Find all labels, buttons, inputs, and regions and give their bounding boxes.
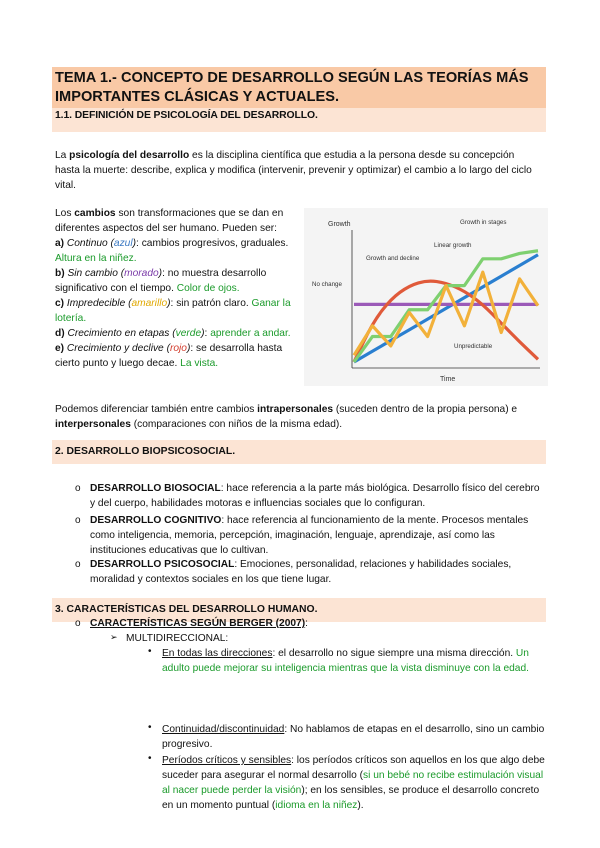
item-text: : se desarrolla hasta cierto punto y luego decae. <box>55 343 283 369</box>
item-head: Períodos críticos y sensibles <box>162 755 292 766</box>
item-name: Sin cambio <box>67 268 118 279</box>
intra-inter-paragraph <box>55 402 545 432</box>
item-letter: e) <box>55 343 65 354</box>
color-word: azul <box>113 238 133 249</box>
item-label: DESARROLLO COGNITIVO <box>90 515 222 526</box>
item-label: DESARROLLO BIOSOCIAL <box>90 483 221 494</box>
definition-paragraph <box>55 148 541 193</box>
page-title: TEMA 1.- CONCEPTO DE DESARROLLO SEGÚN LAS TEORÍAS MÁS IMPORTANTES CLÁSICAS Y ACTUALES. <box>55 70 529 105</box>
bold-term: psicología del desarrollo <box>69 150 190 161</box>
item-head: Continuidad/discontinuidad <box>162 724 285 735</box>
bullet-marker: o <box>75 483 81 494</box>
critical-periods-item <box>162 753 546 813</box>
item-name: Crecimiento en etapas <box>67 328 170 339</box>
text-run: (suceden dentro de la propia persona) e <box>333 404 518 415</box>
bullet-marker: o <box>75 559 81 570</box>
change-item-b: b) Sin cambio (morado): no muestra desarrollo significativo con el tiempo. Color de ojos. <box>55 268 267 294</box>
item-text: : el desarrollo no sigue siempre una misma dirección. <box>272 648 516 659</box>
change-item-a: a) Continuo (azul): cambios progresivos, graduales. Altura en la niñez. <box>55 238 289 264</box>
chart-background <box>304 208 548 386</box>
bold-term: cambios <box>74 208 116 219</box>
item-letter: a) <box>55 238 65 249</box>
item-example: La vista. <box>180 358 219 369</box>
berger-label: CARACTERÍSTICAS SEGÚN BERGER (2007) <box>90 618 306 629</box>
item-name: Continuo <box>66 238 108 249</box>
bullet-marker: o <box>75 618 81 629</box>
text-run: Los <box>55 208 75 219</box>
color-word: amarillo <box>131 298 168 309</box>
color-word: rojo <box>169 343 187 354</box>
annotation-no-change: No change <box>312 281 342 288</box>
bold-term: intrapersonales <box>257 404 334 415</box>
item-example: si un bebé no recibe estimulación visual al nacer puede perder la visión <box>162 770 544 796</box>
item-example: idioma en la niñez <box>275 800 358 811</box>
item-example: Ganar la lotería. <box>55 298 291 324</box>
color-word: verde <box>175 328 202 339</box>
section-3-title: 3. CARACTERÍSTICAS DEL DESARROLLO HUMANO. <box>55 604 318 615</box>
section-2-title: 2. DESARROLLO BIOPSICOSOCIAL. <box>55 446 236 457</box>
cognitive-item <box>90 513 546 558</box>
bullet-dot-icon: • <box>148 646 152 657</box>
text-run: : <box>305 618 308 629</box>
item-text: : hace referencia a la parte más biológica. Desarrollo físico del cerebro y del cuerpo, habilidades motoras e influencias sociales que lo configuran. <box>90 483 540 509</box>
arrow-icon: ➢ <box>110 632 118 642</box>
item-text: : No hablamos de etapas en el desarrollo, sino un cambio progresivo. <box>162 724 545 750</box>
text-run: Podemos diferenciar también entre cambios <box>55 404 258 415</box>
item-text: : Emociones, personalidad, relaciones y habilidades sociales, moralidad y contextos sociales en los que tiene lugar. <box>90 559 512 585</box>
item-name: Impredecible <box>66 298 126 309</box>
item-name: Crecimiento y declive <box>66 343 164 354</box>
change-item-e: e) Crecimiento y declive (rojo): se desarrolla hasta cierto punto y luego decae. La vista. <box>55 343 283 369</box>
text-run: es la disciplina científica que estudia a la persona desde su concepción hasta la muerte: describe, explica y modifica (intervenir, prevenir y optimizar) el cambio a lo largo del ciclo vital. <box>55 150 532 191</box>
x-axis-label: Time <box>440 376 456 383</box>
item-text: : cambios progresivos, graduales. <box>136 238 289 249</box>
item-example: aprender a andar. <box>210 328 291 339</box>
item-example: Color de ojos. <box>176 283 240 294</box>
berger-heading <box>90 616 546 631</box>
color-word: morado <box>124 268 159 279</box>
growth-chart <box>304 208 548 386</box>
item-text: : hace referencia al funcionamiento de la mente. Procesos mentales como inteligencia, memoria, percepción, imaginación, lenguaje, aprendizaje, así como las instituciones educativas que lo cultivan. <box>90 515 529 556</box>
bullet-marker: o <box>75 515 81 526</box>
item-head: En todas las direcciones <box>162 648 273 659</box>
change-item-d: d) Crecimiento en etapas (verde): aprender a andar. <box>55 328 291 339</box>
text-run: son transformaciones que se dan en diferentes aspectos del ser humano. Pueden ser: <box>55 208 284 234</box>
item-text: : no muestra desarrollo significativo con el tiempo. <box>55 268 267 294</box>
annotation-unpredictable: Unpredictable <box>454 343 493 350</box>
bullet-dot-icon: • <box>148 753 152 764</box>
change-item-c: c) Impredecible (amarillo): sin patrón claro. Ganar la lotería. <box>55 298 291 324</box>
item-letter: b) <box>55 268 65 279</box>
item-label: DESARROLLO PSICOSOCIAL <box>90 559 235 570</box>
section-1-1-title: 1.1. DEFINICIÓN DE PSICOLOGÍA DEL DESARROLLO. <box>55 110 318 121</box>
direction-item <box>162 646 546 676</box>
annotation-growth-and-decline: Growth and decline <box>366 255 420 262</box>
text-run: (comparaciones con niños de la misma edad). <box>130 419 343 430</box>
annotation-growth-in-stages: Growth in stages <box>460 219 507 226</box>
item-example: Altura en la niñez. <box>55 253 137 264</box>
item-letter: d) <box>55 328 65 339</box>
biosocial-item <box>90 481 546 511</box>
item-text: ); en los sensibles, se produce el desarrollo concreto en un momento puntual ( <box>162 785 540 811</box>
item-text: : <box>204 328 211 339</box>
continuity-item <box>162 722 546 752</box>
text-run: La <box>55 150 70 161</box>
multidirectional-heading: MULTIDIRECCIONAL: <box>126 633 229 644</box>
bold-term: interpersonales <box>55 419 131 430</box>
y-axis-label: Growth <box>328 221 351 228</box>
psychosocial-item <box>90 557 546 587</box>
item-text: : sin patrón claro. <box>170 298 252 309</box>
item-text: ). <box>357 800 364 811</box>
annotation-linear-growth: Linear growth <box>434 242 472 249</box>
bullet-dot-icon: • <box>148 722 152 733</box>
changes-paragraph <box>55 206 299 371</box>
item-letter: c) <box>55 298 65 309</box>
item-text: : los períodos críticos son aquellos en los que algo debe suceder para asegurar el normal desarrollo ( <box>162 755 545 781</box>
item-example: Un adulto puede mejorar su inteligencia mientras que la vista disminuye con la edad. <box>162 648 529 674</box>
